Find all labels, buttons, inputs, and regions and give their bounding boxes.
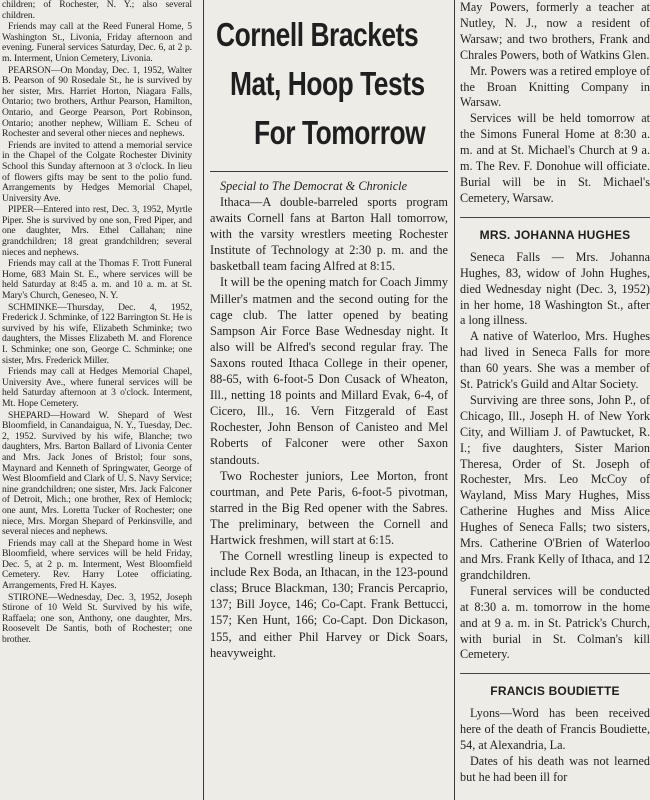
article-dateline: Special to The Democrat & Chronicle (220, 179, 408, 193)
obituary-paragraph: PEARSON—On Monday, Dec. 1, 1952, Walter B. Pearson of 90 Rosedale St., he is survived by her sister, Mrs. Harriet Horton, Niagara Falls, Ontario; two brothers, Arthur Pearson, Hamilton, Ontario, and George Pearson, Port Robinson, Ontario; another nephew, William E. Scheu of Rochester and several other nieces and nephews. (2, 64, 192, 140)
obituary-heading-hughes: MRS. JOHANNA HUGHES (479, 227, 631, 242)
article-paragraph: The Cornell wrestling lineup is expected to include Rex Boda, an Ithacan, in the 123-pound class; Bruce Blackman, 130; Francis Percaprio, 137; Bill Joyce, 146; Co-Capt. Frank Bettucci, 157; Ken Hunt, 166; Co-Capt. Don Dickason, 155, and either Phil Harvey or Dick Soars, heavyweight. (210, 549, 448, 660)
obituary-paragraph: SHEPARD—Howard W. Shepard of West Bloomfield, in Canandaigua, N. Y., Tuesday, Dec. 2, 1952. Survived by his wife, Blanche; two daughters, Mrs. Barton Ballard of Livonia Center and Mrs. Jack Jones of Bristol; four sons, Maynard and Kenneth of Springwater, George of West Bloomfield and Clark of U. S. Navy Service; nine grandchildren; one sister, Mrs. Jack Falconer of Detroit, Mich.; one brother, Rex of Hemlock; one aunt, Mrs. Loretta Tucker of Rochester; one niece, Mrs. Morgan Shepard of Perkinsville, and several nieces and nephews. (2, 409, 192, 538)
headline-line-2: Mat, Hoop Tests (230, 65, 425, 102)
obituary-paragraph: Mr. Powers was a retired employe of the Broan Knitting Company in Warsaw. (460, 63, 650, 110)
headline-line-3: For Tomorrow (254, 114, 426, 151)
obituary-heading-boudiette: FRANCIS BOUDIETTE (490, 684, 620, 699)
article-paragraph: Ithaca—A double-barreled sports program awaits Cornell fans at Barton Hall tomorrow, with the varsity wrestlers meeting Rochester Institute of Technology at 2:30 p. m. and the basketball team facing Alfred at 8:15. (210, 195, 448, 274)
obituary-paragraph: Friends may call at the Shepard home in West Bloomfield, where services will be held Friday, Dec. 5, at 2 p. m. Interment, West Bloomfield Cemetery. Rev. Harry Lotee officiating. Arrangements, Fred H. Kayes. (2, 537, 192, 592)
section-divider (460, 217, 650, 218)
obituary-paragraph: Seneca Falls — Mrs. Johanna Hughes, 83, widow of John Hughes, died Wednesday night (Dec. 3, 1952) in her home, 18 Washington St., after a long illness. (460, 249, 650, 328)
obituary-paragraph: SCHMINKE—Thursday, Dec. 4, 1952, Frederick J. Schminke, of 122 Barrington St. He is survived by his wife, Elizabeth Schminke; two daughters, the Misses Elizabeth M. and Florence I. Schminke; one son, George C. Schminke; one sister, Mrs. Frederick Miller. (2, 301, 192, 366)
obituary-paragraph: May Powers, formerly a teacher at Nutley, N. J., now a resident of Warsaw; and two brothers, Frank and Chrales Powers, both of Watkins Glen. (460, 0, 650, 62)
obituary-paragraph: Friends may call at Hedges Memorial Chapel, University Ave., where funeral services will be held Saturday afternoon at 3 o'clock. Interment, Mt. Hope Cemetery. (2, 366, 192, 409)
obituary-paragraph: PIPER—Entered into rest, Dec. 3, 1952, Myrtle Piper. She is survived by one son, Fred Piper, and one daughter, Mrs. Ethel Callahan; nine grandchildren; 18 great grandchildren; several nieces and nephews. (2, 204, 192, 258)
obituary-paragraph: Lyons—Word has been received here of the death of Francis Boudiette, 54, at Alexandria, La. (460, 706, 650, 753)
obituary-paragraph: Funeral services will be conducted at 8:30 a. m. tomorrow in the home and at 9 a. m. in St. Patrick's Church, with burial in St. Colman's kill Cemetery. (460, 583, 650, 662)
obituary-paragraph: Dates of his death was not learned but he had been ill for (460, 754, 650, 784)
article-paragraph: Two Rochester juniors, Lee Morton, front courtman, and Pete Paris, 6-foot-5 pivotman, starred in the Big Red opener with the Sabres. The preliminary, between the Cornell and Hartwick freshmen, will start at 6:15. (210, 468, 448, 547)
obituary-column-right (458, 0, 650, 800)
column-rule-left (203, 0, 204, 800)
obituary-paragraph: Friends may call at the Reed Funeral Home, 5 Washington St., Livonia, Friday afternoon and evening. Funeral services Saturday, Dec. 6, at 2 p. m. Interment, Union Cemetery, Livonia. (2, 21, 192, 64)
obituary-paragraph: Services will be held tomorrow at the Simons Funeral Home at 8:30 a. m. and at St. Michael's Church at 9 a. m. The Rev. F. Donohue will officiate. Burial will be in St. Michael's Cemetery, Warsaw. (460, 111, 650, 205)
article-paragraph: It will be the opening match for Coach Jimmy Miller's matmen and the second outing for the cage club. The latter opened by beating Sampson Air Force Base Wednesday night. It also will be Alfred's second regular fray. The Saxons routed Ithaca College in their opener, 88-65, with 6-foot-5 Don Cusack of Wheaton, Ill., netting 18 points and Millard Evak, 6-4, of Cicero, Ill., 16. Vern Fitzgerald of East Rochester, John Benson of Canisteo and Mel Roberts of Falconer were other Saxon standouts. (210, 275, 448, 467)
headline-divider (210, 171, 448, 172)
obituary-paragraph: Friends may call at the Thomas F. Trott Funeral Home, 683 Main St. E., where services will be held Saturday at 8:45 a. m. and 10 a. m. at St. Mary's Church, Geneseo, N. Y. (2, 258, 192, 302)
obituary-column-left (0, 0, 198, 800)
obituary-paragraph: children; of Rochester, N. Y.; also several children. (2, 0, 192, 21)
section-divider (460, 673, 650, 674)
obituary-paragraph: A native of Waterloo, Mrs. Hughes had lived in Seneca Falls for more than 60 years. She was a member of St. Patrick's Guild and Altar Society. (460, 329, 650, 392)
column-rule-right (454, 0, 455, 800)
obituary-paragraph: STIRONE—Wednesday, Dec. 3, 1952, Joseph Stirone of 10 Weld St. Survived by his wife, Raffaela; one son, Anthony, one daughter, Mrs. Roosevelt De Santis, both of Rochester; one brother. (2, 591, 192, 646)
obituary-paragraph: Surviving are three sons, John P., of Chicago, Ill., Joseph H. of New York City, and William J. of Pawtucket, R. I.; five daughters, Sister Marion Theresa, Order of St. Joseph of Rochester, Mrs. Leo McCoy of Wayland, Miss Mary Hughes, Miss Catherine Hughes and Miss Alice Hughes of Seneca Falls; two sisters, Mrs. Catherine O'Brien of Waterloo and Mrs. Frank Kelly of Ithaca, and 12 grandchildren. (460, 392, 650, 582)
headline-line-1: Cornell Brackets (216, 16, 419, 53)
sports-article (208, 0, 450, 800)
obituary-paragraph: Friends are invited to attend a memorial service in the Chapel of the Colgate Rochester Divinity School this Sunday afternoon at 3 o'clock. In lieu of flowers gifts may be sent to the polio fund. Arrangements by Hedges Memorial Chapel, University Ave. (2, 139, 192, 204)
